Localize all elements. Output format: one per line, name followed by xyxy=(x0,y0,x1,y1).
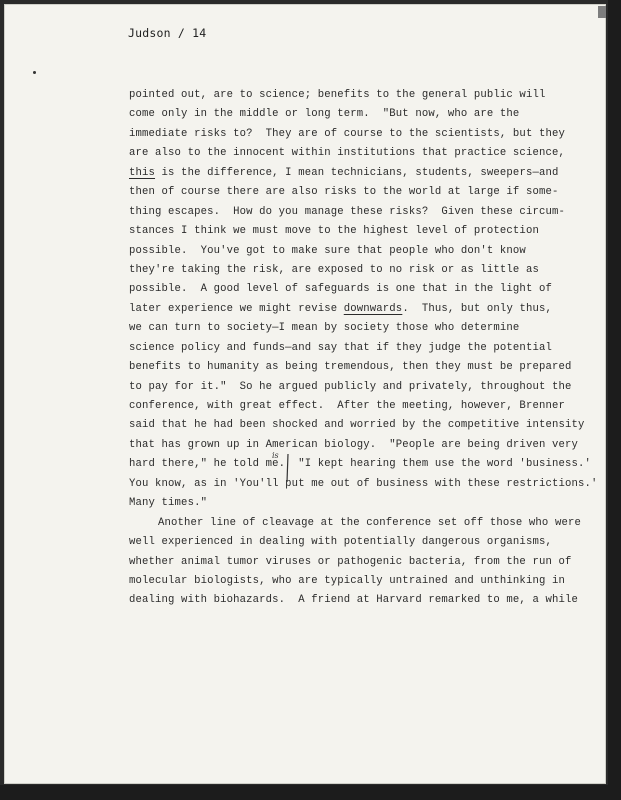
text-run: said that he had been shocked and worried by the competitive intensity xyxy=(129,419,585,432)
text-run: that has grown up in American biology. "People are being driven very xyxy=(129,438,579,451)
text-line xyxy=(129,455,599,474)
text-run: science policy and funds—and say that if they judge the potential xyxy=(129,341,552,354)
text-run: come only in the middle or long term. "But now, who are the xyxy=(129,108,520,121)
text-line xyxy=(129,572,599,591)
text-run: stances I think we must move to the highest level of protection xyxy=(129,225,539,238)
page-header: Judson / 14 xyxy=(128,26,207,40)
text-run: . Thus, but only thus, xyxy=(402,302,552,315)
text-run: Another line of cleavage at the conference set off those who were xyxy=(158,516,581,529)
text-run: then of course there are also risks to the world at large if some- xyxy=(129,186,559,199)
text-run: dealing with biohazards. A friend at Harvard remarked to me, a while xyxy=(129,594,579,607)
text-line xyxy=(129,164,599,183)
text-line xyxy=(129,436,599,455)
text-line xyxy=(129,183,599,202)
underlined-text: downwards xyxy=(343,302,403,315)
text-line xyxy=(129,144,599,163)
text-line xyxy=(129,514,599,533)
text-run: well experienced in dealing with potentially dangerous organisms, xyxy=(129,536,552,549)
text-run: molecular biologists, who are typically untrained and unthinking in xyxy=(129,574,565,587)
insertion-caret-mark xyxy=(280,452,294,484)
text-run: immediate risks to? They are of course to the scientists, but they xyxy=(129,127,565,140)
text-line xyxy=(129,261,599,280)
text-line xyxy=(129,475,599,494)
body-text xyxy=(129,86,599,611)
text-line xyxy=(129,86,599,105)
underlined-text: this xyxy=(129,166,156,179)
text-run: pointed out, are to science; benefits to the general public will xyxy=(129,89,546,101)
scanner-frame-bottom xyxy=(0,785,621,800)
text-line xyxy=(129,553,599,572)
text-line xyxy=(129,378,599,397)
text-line xyxy=(129,280,599,299)
text-line xyxy=(129,591,599,610)
text-run: thing escapes. How do you manage these risks? Given these circum- xyxy=(129,205,565,218)
text-run: benefits to humanity as being tremendous, then they must be prepared xyxy=(129,361,572,374)
text-run: possible. A good level of safeguards is one that in the light of xyxy=(129,283,552,296)
handwritten-insertion: is xyxy=(272,451,279,460)
text-run: whether animal tumor viruses or pathogenic bacteria, from the run of xyxy=(129,555,572,568)
text-line xyxy=(129,494,599,513)
text-line xyxy=(129,242,599,261)
stray-mark xyxy=(33,71,36,74)
text-run: to pay for it." So he argued publicly and privately, throughout the xyxy=(129,380,572,393)
page-edge-tab xyxy=(598,6,606,18)
text-line xyxy=(129,125,599,144)
text-run: conference, with great effect. After the meeting, however, Brenner xyxy=(129,400,565,412)
text-run: we can turn to society—I mean by society those who determine xyxy=(129,322,520,335)
text-run: later experience we might revise xyxy=(129,302,344,315)
text-run: are also to the innocent within institutions that practice science, xyxy=(129,147,565,160)
text-line xyxy=(129,203,599,222)
text-line xyxy=(129,222,599,241)
text-run: You know, as in 'You'll put me out of business with these restrictions.' xyxy=(129,477,598,490)
text-line xyxy=(129,533,599,552)
text-line xyxy=(129,416,599,435)
text-run: Many times." xyxy=(129,497,208,510)
text-line xyxy=(129,339,599,358)
text-line xyxy=(129,358,599,377)
text-run: they're taking the risk, are exposed to no risk or as little as xyxy=(129,263,539,276)
text-line xyxy=(129,397,599,416)
text-run: hard there," he told me. "I kept hearing them use the word 'business.' xyxy=(129,458,592,471)
text-line xyxy=(129,300,599,319)
text-run: is the difference, I mean technicians, students, sweepers—and xyxy=(155,166,559,179)
text-line xyxy=(129,319,599,338)
text-line xyxy=(129,105,599,124)
text-run: possible. You've got to make sure that people who don't know xyxy=(129,244,526,257)
scanner-frame-right xyxy=(608,0,621,800)
